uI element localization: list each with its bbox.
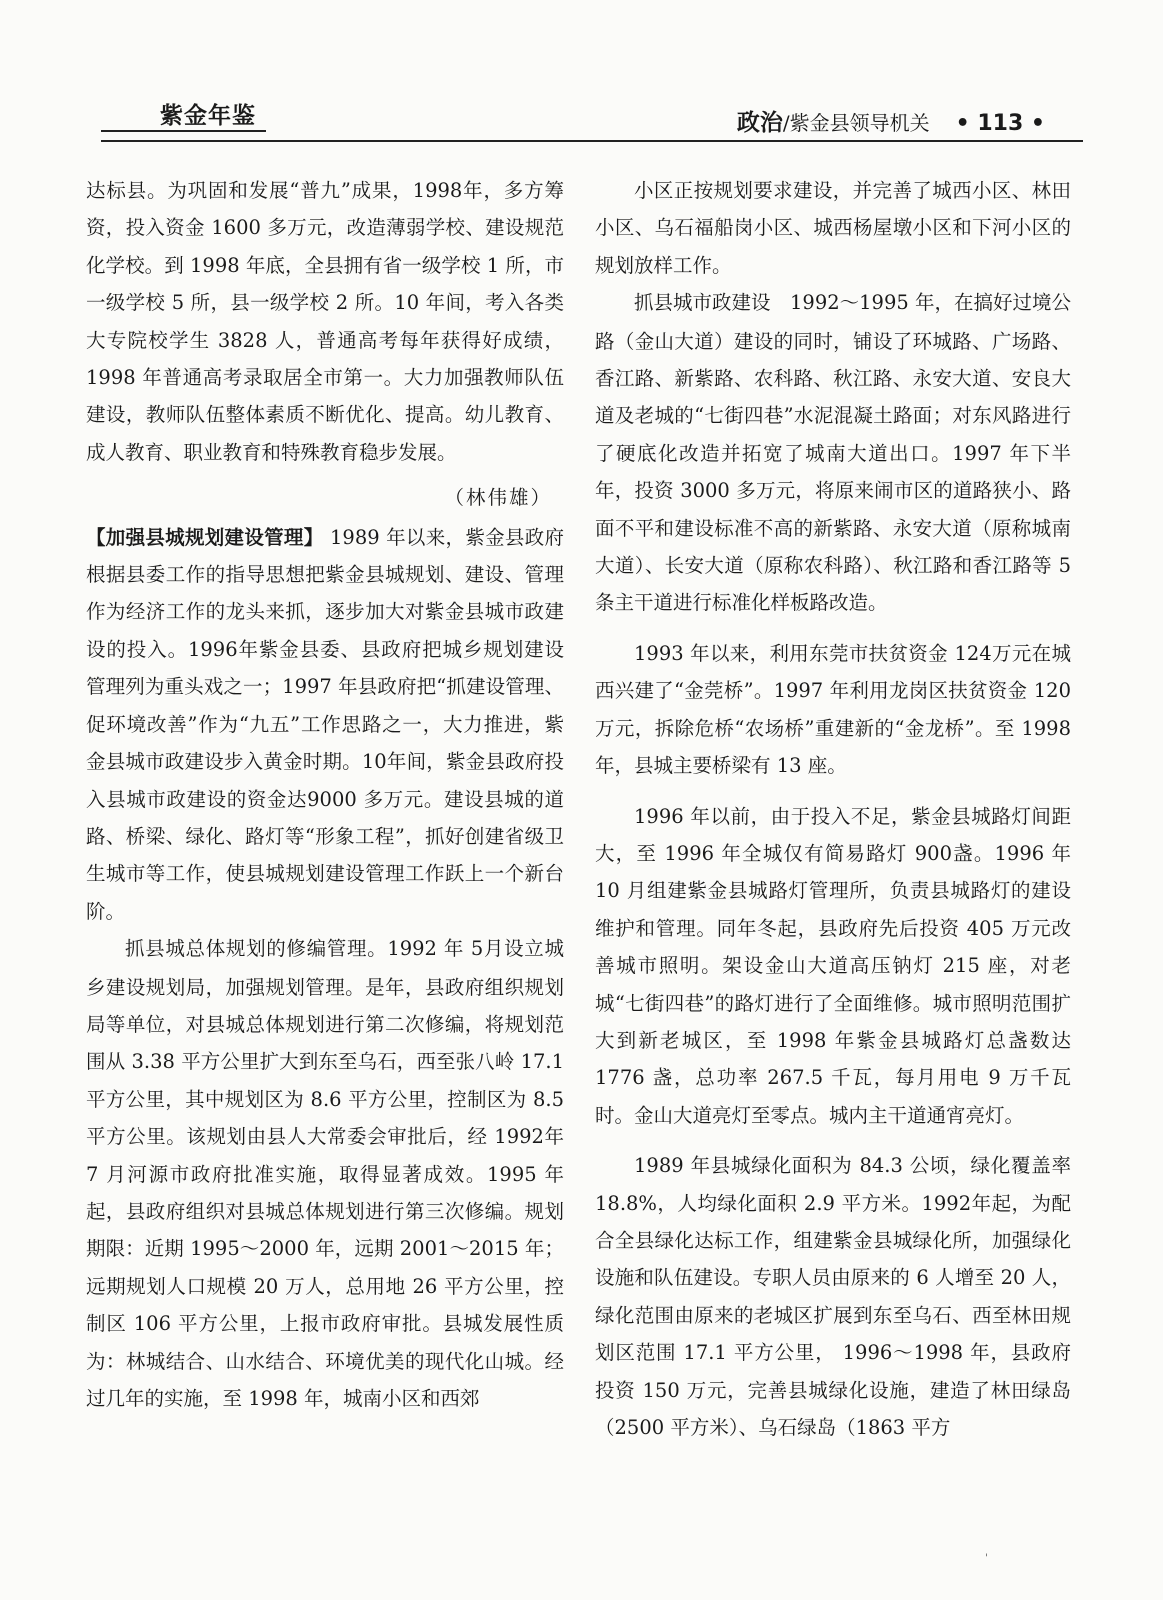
paragraph: 1989 年县城绿化面积为 84.3 公顷，绿化覆盖率 18.8%，人均绿化面积 2.9 平方米。1992年起，为配合全县绿化达标工作，组建紫金县城绿化所，加强绿化设施和队伍建设。专职人员由原来的 6 人增至 20 人，绿化范围由原来的老城区扩展到东至乌石、西至林田规划区范围 17.1 平方公里， 1996～1998 年，县政府投资 150 万元，完善县城绿化设施，建造了林田绿岛（2500 平方米）、乌石绿岛（1863 平方 xyxy=(595,1154,1071,1439)
paragraph xyxy=(595,284,1071,622)
author-signature: （林伟雄） xyxy=(444,486,552,510)
scan-speck: ' xyxy=(985,1553,988,1564)
book-title: 紫金年鉴 xyxy=(160,103,256,129)
paragraph: 小区正按规划要求建设，并完善了城西小区、林田小区、乌石福船岗小区、城西杨屋墩小区和下河小区的规划放样工作。 xyxy=(595,179,1071,277)
paragraph-body: 。1992 年 5月设立城乡建设规划局，加强规划管理。是年，县政府组织规划局等单位，对县城总体规划进行第二次修编，将规划范围从 3.38 平方公里扩大到东至乌石，西至张八岭 17.1 平方公里，其中规划区为 8.6 平方公里，控制区为 8.5 平方公里。该规划由县人大常委会审批后，经 1992年 7 月河源市政府批准实施，取得显著成效。1995 年起，县政府组织对县城总体规划进行第三次修编。规划期限：近期 1995～2000 年，远期 2001～2015 年；远期规划人口规模 20 万人，总用地 26 平方公里，控制区 106 平方公里，上报市政府审批。县城发展性质为：林城结合、山水结合、环境优美的现代化山城。经过几年的实施，至 1998 年，城南小区和西郊 xyxy=(86,937,564,1410)
running-head xyxy=(737,104,1045,137)
paragraph-body: 1989 年以来，紫金县政府根据县委工作的指导思想把紫金县城规划、建设、管理作为经济工作的龙头来抓，逐步加大对紫金县城市政建设的投入。1996年紫金县委、县政府把城乡规划建设管理列为重头戏之一；1997 年县政府把“抓建设管理、促环境改善”作为“九五”工作思路之一，大力推进，紫金县城市政建设步入黄金时期。10年间，紫金县政府投入县城市政建设的资金达9000 多万元。建设县城的道路、桥梁、绿化、路灯等“形象工程”，抓好创建省级卫生城市等工作，使县城规划建设管理工作跃上一个新台阶。 xyxy=(86,525,564,923)
section-heading: 【加强县城规划建设管理】 xyxy=(86,525,324,549)
paragraph: 1993 年以来，利用东莞市扶贫资金 124万元在城西兴建了“金莞桥”。1997 年利用龙岗区扶贫资金 120 万元，拆除危桥“农场桥”重建新的“金龙桥”。至 1998 年，县城主要桥梁有 13 座。 xyxy=(595,641,1071,778)
left-column xyxy=(86,172,564,1417)
subsection-heading: 抓县城总体规划的修编管理 xyxy=(125,939,368,961)
paragraph: 达标县。为巩固和发展“普九”成果，1998年，多方筹资，投入资金 1600 多万元，改造薄弱学校、建设规范化学校。到 1998 年底，全县拥有省一级学校 1 所，市一级学校 5 所，县一级学校 2 所。10 年间，考入各类大专院校学生 3828 人，普通高考每年获得好成绩，1998 年普通高考录取居全市第一。大力加强教师队伍建设，教师队伍整体素质不断优化、提高。幼儿教育、成人教育、职业教育和特殊教育稳步发展。 xyxy=(86,179,564,464)
subsection-name: /紫金县领导机关 xyxy=(782,111,930,135)
header-rule xyxy=(101,140,1083,142)
section-name: 政治 xyxy=(736,110,783,136)
paragraph: 1996 年以前，由于投入不足，紫金县城路灯间距大，至 1996 年全城仅有简易路灯 900盏。1996 年 10 月组建紫金县城路灯管理所，负责县城路灯的建设维护和管理。同年冬起，县政府先后投资 405 万元改善城市照明。架设金山大道高压钠灯 215 座，对老城“七街四巷”的路灯进行了全面维修。城市照明范围扩大到新老城区，至 1998 年紫金县城路灯总盏数达1776 盏，总功率 267.5 千瓦，每月用电 9 万千瓦时。金山大道亮灯至零点。城内主干道通宵亮灯。 xyxy=(595,804,1071,1127)
paragraph xyxy=(86,519,564,930)
subsection-heading: 抓县城市政建设 xyxy=(634,293,771,315)
right-column xyxy=(595,172,1071,1446)
header-rule-short xyxy=(101,130,266,132)
page-number: • 113 • xyxy=(955,111,1045,136)
paragraph xyxy=(86,930,564,1417)
paragraph-body: 1992～1995 年，在搞好过境公路（金山大道）建设的同时，铺设了环城路、广场路、香江路、新紫路、农科路、秋江路、永安大道、安良大道及老城的“七街四巷”水泥混凝土路面；对东风路进行了硬底化改造并拓宽了城南大道出口。1997 年下半年，投资 3000 多万元，将原来闹市区的道路狭小、路面不平和建设标准不高的新紫路、永安大道（原称城南大道）、长安大道（原称农科路）、秋江路和香江路等 5 条主干道进行标准化样板路改造。 xyxy=(595,291,1071,615)
